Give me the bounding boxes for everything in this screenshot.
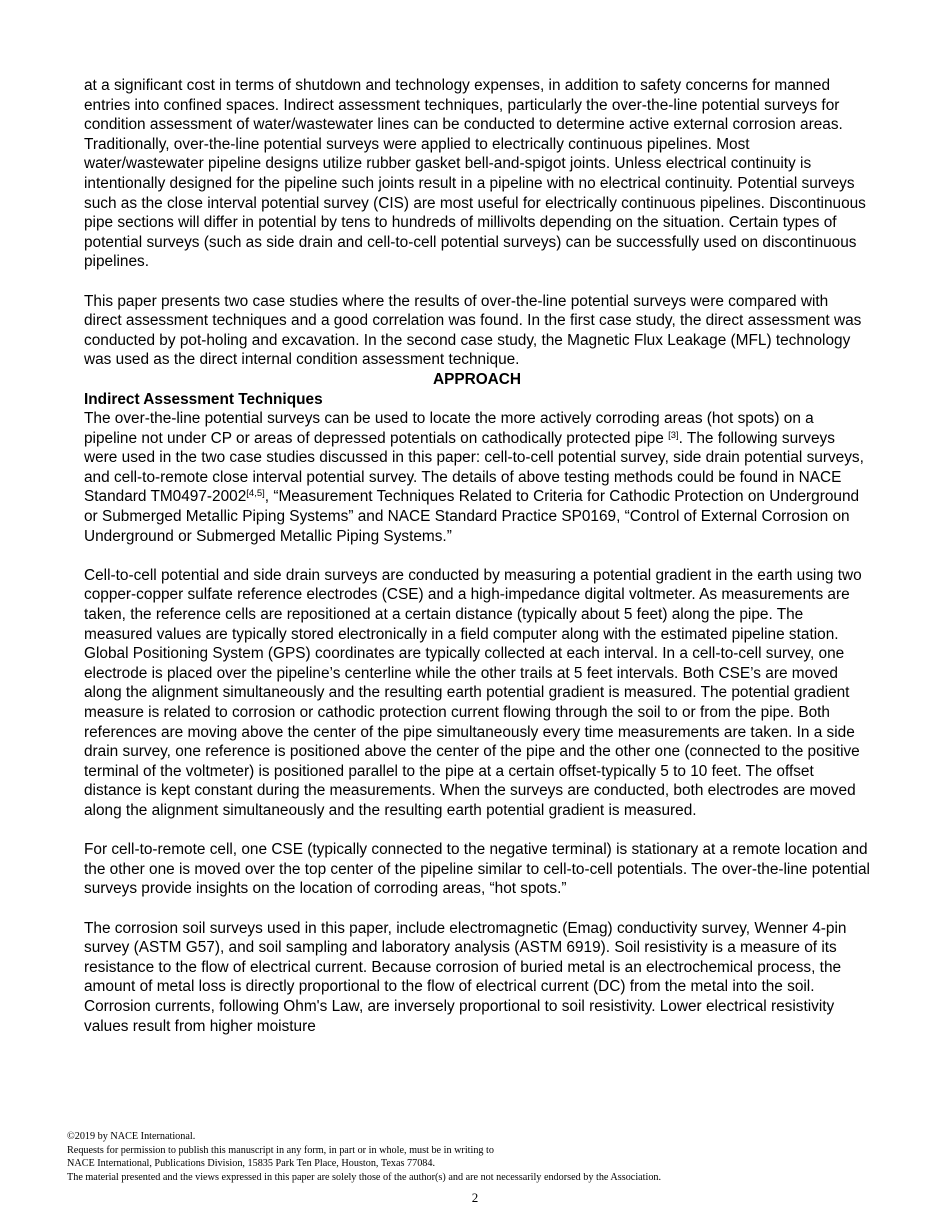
paragraph-soil-surveys: The corrosion soil surveys used in this paper, include electromagnetic (Emag) conductivity survey, Wenner 4-pin survey (ASTM G57), and soil sampling and laboratory analysis (ASTM 6919). Soil resistivity is a measure of its resistance to the flow of electrical current. Because corrosion of buried metal is an electrochemical process, the amount of metal loss is directly proportional to the flow of electrical current (DC) from the metal into the soil. Corrosion currents, following Ohm's Law, are inversely proportional to soil resistivity. Lower electrical resistivity values result from higher moisture <box>84 919 847 1035</box>
paragraph-indirect-assessment <box>84 409 870 546</box>
section-heading-approach: APPROACH <box>432 370 522 388</box>
page-number: 2 <box>471 1190 479 1205</box>
paragraph-text-part: , “Measurement Techniques Related to Criteria for Cathodic Protection on Underground or Submerged Metallic Piping Systems” and NACE Standard Practice SP0169, “Control of External Corrosion on Underground or Submerged Metallic Piping Systems.” <box>84 488 860 545</box>
paragraph-spacer <box>84 899 870 919</box>
paragraph-text-part: The over-the-line potential surveys can be used to locate the more actively corroding areas (hot spots) on a pipeline not under CP or areas of depressed potentials on cathodically protected pipe <box>84 410 814 447</box>
paragraph-spacer <box>84 272 870 292</box>
footer-address: NACE International, Publications Division, 15835 Park Ten Place, Houston, Texas 77084. <box>67 1158 436 1170</box>
paragraph-cell-to-cell: Cell-to-cell potential and side drain surveys are conducted by measuring a potential gradient in the earth using two copper-copper sulfate reference electrodes (CSE) and a high-impedance digital voltmeter. As measurements are taken, the reference cells are repositioned at a certain distance (typically about 5 feet) along the pipe. The measured values are typically stored electronically in a field computer along with the estimated pipeline station. Global Positioning System (GPS) coordinates are typically collected at each interval. In a cell-to-cell survey, one electrode is placed over the pipeline’s centerline while the other trails at 5 feet intervals. Both CSE’s are moved along the alignment simultaneously and the resulting earth potential gradient is measured. The potential gradient measure is related to corrosion or cathodic protection current flowing through the soil to or from the pipe. Both references are moving above the center of the pipe simultaneously every time measurements are taken. In a side drain survey, one reference is positioned above the center of the pipe and the other one (connected to the positive terminal of the voltmeter) is positioned parallel to the pipe at a certain offset-typically 5 to 10 feet. The offset distance is kept constant during the measurements. When the surveys are conducted, both electrodes are moved along the alignment simultaneously and the resulting earth potential gradient is measured. <box>84 566 862 819</box>
page-footer <box>67 1130 887 1184</box>
citation-reference: [4,5] <box>246 488 265 500</box>
paragraph-cell-to-remote: For cell-to-remote cell, one CSE (typically connected to the negative terminal) is stationary at a remote location and the other one is moved over the top center of the pipeline similar to cell-to-cell potentials. The over-the-line potential surveys provide insights on the location of corroding areas, “hot spots.” <box>84 841 870 898</box>
paragraph-spacer <box>84 821 870 841</box>
footer-disclaimer: The material presented and the views expressed in this paper are solely those of the author(s) and are not necessarily endorsed by the Association. <box>67 1171 662 1183</box>
body-text <box>84 76 870 1036</box>
paragraph-case-studies-intro: This paper presents two case studies where the results of over-the-line potential surveys were compared with direct assessment techniques and a good correlation was found. In the first case study, the direct assessment was conducted by pot-holing and excavation. In the second case study, the Magnetic Flux Leakage (MFL) technology was used as the direct internal condition assessment technique. <box>84 292 862 369</box>
paragraph-spacer <box>84 546 870 566</box>
paragraph-continuation: at a significant cost in terms of shutdown and technology expenses, in addition to safety concerns for manned entries into confined spaces. Indirect assessment techniques, particularly the over-the-line potential surveys for condition assessment of water/wastewater lines can be conducted to determine active external corrosion areas. Traditionally, over-the-line potential surveys were applied to electrically continuous pipelines. Most water/wastewater pipeline designs utilize rubber gasket bell-and-spigot joints. Unless electrical continuity is intentionally designed for the pipeline such joints result in a pipeline with no electrical continuity. Potential surveys such as the close interval potential survey (CIS) are most useful for electrically continuous pipelines. Discontinuous pipe sections will differ in potential by tens to hundreds of millivolts depending on the situation. Certain types of potential surveys (such as side drain and cell-to-cell potential surveys) can be successfully used on discontinuous pipelines. <box>84 77 866 271</box>
paragraph-text-part: . The following surveys were used in the two case studies discussed in this paper: cell-to-cell potential survey, side drain potential surveys, and cell-to-remote close interval potential survey. The details of above testing methods could be found in NACE Standard TM0497-2002 <box>84 429 864 506</box>
citation-reference: [3] <box>668 429 679 441</box>
footer-permission: Requests for permission to publish this manuscript in any form, in part or in whole, must be in writing to <box>67 1144 494 1156</box>
footer-copyright: ©2019 by NACE International. <box>67 1131 196 1142</box>
subsection-heading-indirect-assessment: Indirect Assessment Techniques <box>84 390 323 408</box>
